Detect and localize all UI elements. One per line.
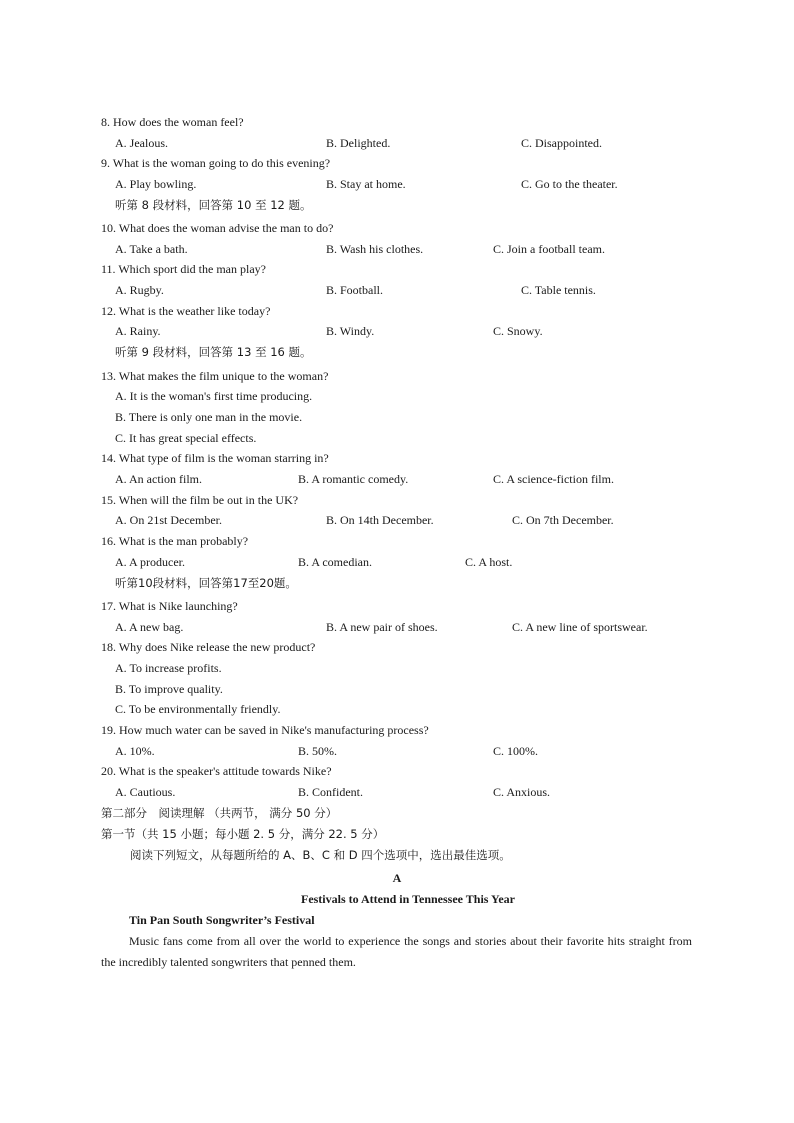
- question-8: 8. How does the woman feel?: [101, 115, 244, 129]
- q11-option-c: C. Table tennis.: [521, 283, 596, 297]
- q20-option-a: A. Cautious.: [115, 785, 176, 799]
- q10-option-c: C. Join a football team.: [493, 242, 605, 256]
- q17-option-a: A. A new bag.: [115, 620, 184, 634]
- passage-title: Festivals to Attend in Tennessee This Year: [300, 892, 516, 906]
- q8-option-c: C. Disappointed.: [521, 136, 602, 150]
- q20-option-b: B. Confident.: [298, 785, 363, 799]
- q12-option-c: C. Snowy.: [493, 324, 543, 338]
- q15-option-a: A. On 21st December.: [115, 513, 222, 527]
- q18-option-a: A. To increase profits.: [115, 661, 222, 675]
- q17-option-c: C. A new line of sportswear.: [512, 620, 648, 634]
- q8-option-a: A. Jealous.: [115, 136, 168, 150]
- question-10: 10. What does the woman advise the man to do?: [101, 221, 334, 235]
- q13-option-b: B. There is only one man in the movie.: [115, 410, 303, 424]
- question-17: 17. What is Nike launching?: [101, 599, 238, 613]
- q13-option-a: A. It is the woman's first time producing.: [115, 389, 313, 403]
- q9-option-b: B. Stay at home.: [326, 177, 406, 191]
- q19-option-c: C. 100%.: [493, 744, 538, 758]
- q14-option-b: B. A romantic comedy.: [298, 472, 409, 486]
- q9-option-c: C. Go to the theater.: [521, 177, 618, 191]
- q15-option-b: B. On 14th December.: [326, 513, 434, 527]
- part-2-section-1: 第一节（共 15 小题；每小题 2. 5 分，满分 22. 5 分）: [101, 827, 385, 841]
- part-2-title: 第二部分 阅读理解 （共两节， 满分 50 分）: [101, 806, 338, 820]
- q10-option-b: B. Wash his clothes.: [326, 242, 424, 256]
- q13-option-c: C. It has great special effects.: [115, 431, 257, 445]
- q10-option-a: A. Take a bath.: [115, 242, 188, 256]
- q16-option-c: C. A host.: [465, 555, 513, 569]
- q19-option-b: B. 50%.: [298, 744, 337, 758]
- question-16: 16. What is the man probably?: [101, 534, 249, 548]
- q19-option-a: A. 10%.: [115, 744, 155, 758]
- passage-letter: A: [392, 871, 402, 885]
- question-11: 11. Which sport did the man play?: [101, 262, 266, 276]
- q14-option-c: C. A science-fiction film.: [493, 472, 614, 486]
- q11-option-b: B. Football.: [326, 283, 384, 297]
- q20-option-c: C. Anxious.: [493, 785, 551, 799]
- question-12: 12. What is the weather like today?: [101, 304, 271, 318]
- q9-option-a: A. Play bowling.: [115, 177, 197, 191]
- section-9-instruction: 听第 9 段材料，回答第 13 至 16 题。: [115, 345, 312, 359]
- q14-option-a: A. An action film.: [115, 472, 202, 486]
- section-8-instruction: 听第 8 段材料，回答第 10 至 12 题。: [115, 198, 312, 212]
- q18-option-c: C. To be environmentally friendly.: [115, 702, 281, 716]
- passage-subheading: Tin Pan South Songwriter’s Festival: [129, 913, 315, 927]
- q12-option-a: A. Rainy.: [115, 324, 161, 338]
- part-2-instruction: 阅读下列短文，从每题所给的 A、B、C 和 D 四个选项中，选出最佳选项。: [130, 848, 511, 862]
- question-19: 19. How much water can be saved in Nike's manufacturing process?: [101, 723, 429, 737]
- q12-option-b: B. Windy.: [326, 324, 375, 338]
- question-18: 18. Why does Nike release the new product?: [101, 640, 316, 654]
- q18-option-b: B. To improve quality.: [115, 682, 223, 696]
- q15-option-c: C. On 7th December.: [512, 513, 614, 527]
- q8-option-b: B. Delighted.: [326, 136, 391, 150]
- q16-option-a: A. A producer.: [115, 555, 185, 569]
- q16-option-b: B. A comedian.: [298, 555, 372, 569]
- q17-option-b: B. A new pair of shoes.: [326, 620, 438, 634]
- passage-paragraph: Music fans come from all over the world to experience the songs and stories about their favorite hits straight from the incredibly talented songwriters that penned them.: [101, 934, 692, 969]
- q11-option-a: A. Rugby.: [115, 283, 164, 297]
- question-14: 14. What type of film is the woman starring in?: [101, 451, 329, 465]
- question-15: 15. When will the film be out in the UK?: [101, 493, 299, 507]
- section-10-instruction: 听第10段材料，回答第17至20题。: [115, 576, 297, 590]
- question-13: 13. What makes the film unique to the woman?: [101, 369, 329, 383]
- question-20: 20. What is the speaker's attitude towards Nike?: [101, 764, 332, 778]
- question-9: 9. What is the woman going to do this evening?: [101, 156, 331, 170]
